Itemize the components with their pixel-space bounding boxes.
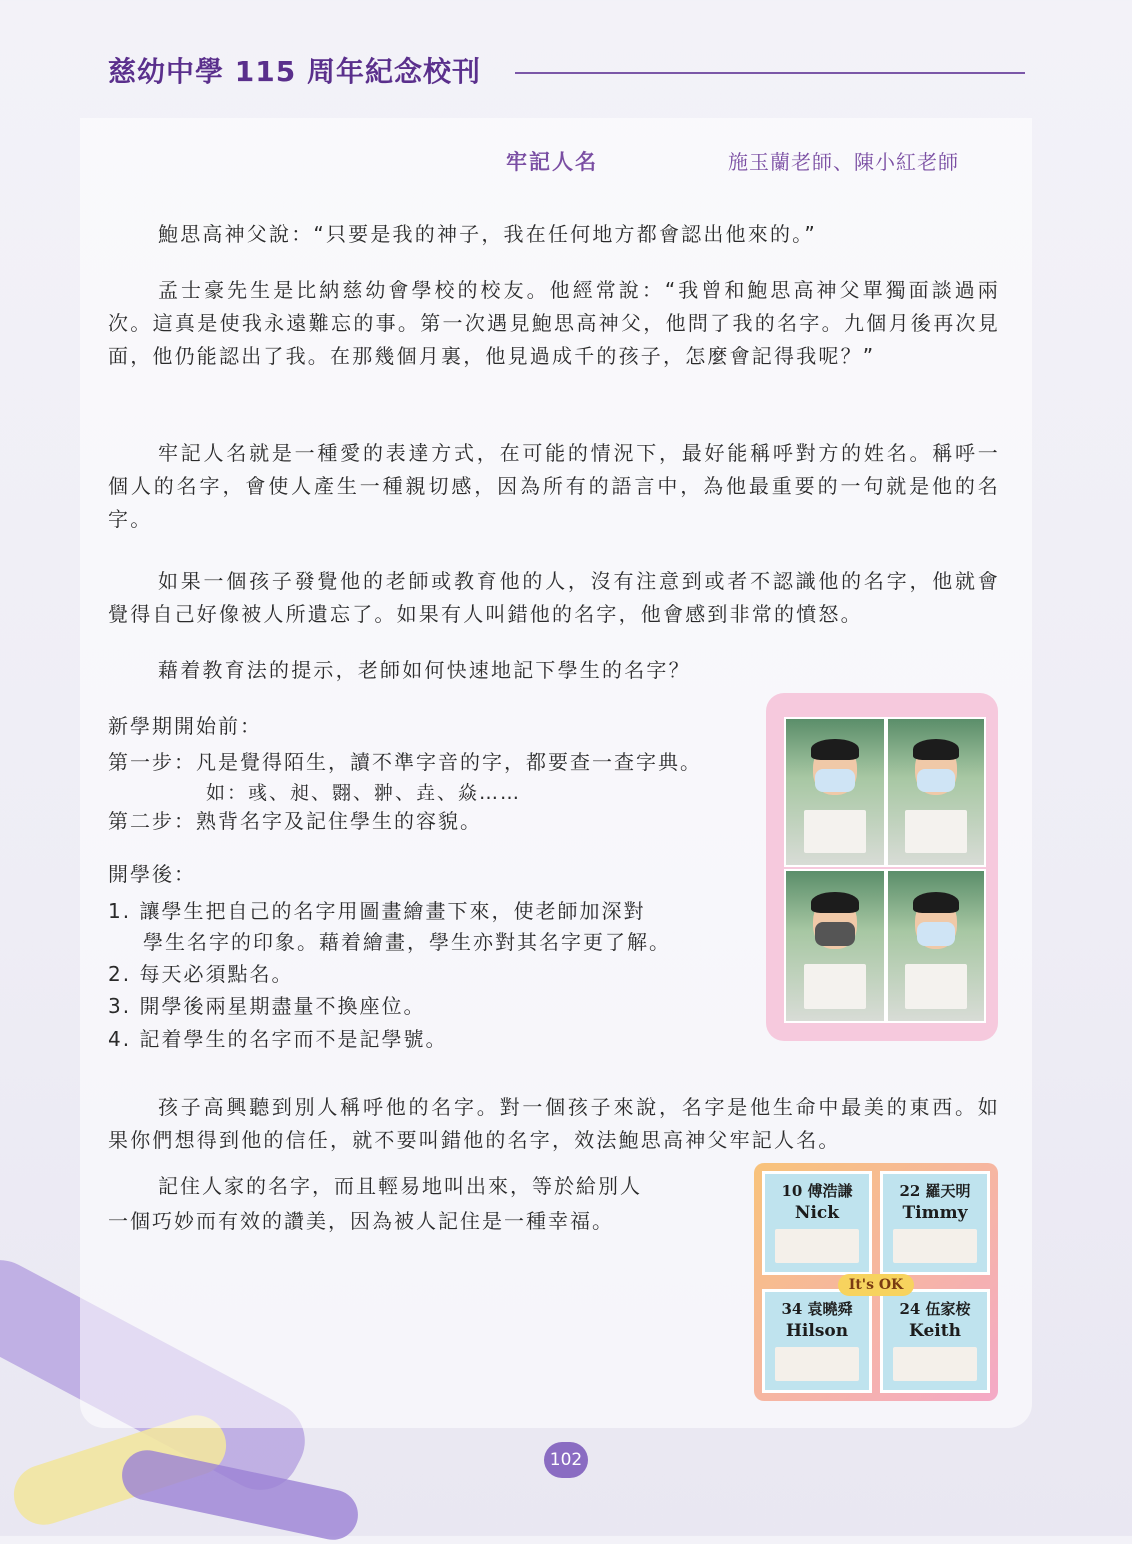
article-title: 牢記人名 — [506, 150, 598, 174]
name-card — [880, 1289, 990, 1393]
student-photo — [886, 717, 986, 867]
paragraph: 孩子高興聽到別人稱呼他的名字。對一個孩子來說，名字是他生命中最美的東西。如果你們想得到他的信任，就不要叫錯他的名字，效法鮑思高神父牢記人名。 — [108, 1095, 1000, 1152]
name-card — [762, 1171, 872, 1275]
step-example: 如：彧、昶、翾、翀、垚、焱…… — [206, 782, 522, 804]
list-item: 學生名字的印象。藉着繪畫，學生亦對其名字更了解。 — [143, 930, 671, 954]
its-ok-badge: It's OK — [838, 1274, 914, 1296]
name-card-english: Nick — [794, 1203, 840, 1223]
name-card-english: Hilson — [785, 1321, 849, 1341]
paragraph: 如果一個孩子發覺他的老師或教育他的人，沒有注意到或者不認識他的名字，他就會覺得自己好像被人所遺忘了。如果有人叫錯他的名字，他會感到非常的憤怒。 — [108, 569, 1000, 626]
name-drawing — [893, 1347, 977, 1381]
list-item: 2. 每天必須點名。 — [108, 962, 294, 986]
student-photo — [784, 869, 886, 1023]
name-card-chinese: 34 袁曉舜 — [781, 1300, 853, 1318]
name-card — [880, 1171, 990, 1275]
header-divider — [515, 72, 1025, 74]
name-card-chinese: 10 傅浩謙 — [781, 1182, 853, 1200]
student-photo-collage — [766, 693, 998, 1041]
section-heading: 開學後： — [108, 862, 196, 886]
name-card-chinese: 24 伍家桉 — [899, 1300, 971, 1318]
article-authors: 施玉蘭老師、陳小紅老師 — [728, 150, 959, 174]
paragraph: 牢記人名就是一種愛的表達方式，在可能的情況下，最好能稱呼對方的姓名。稱呼一個人的名字，會使人產生一種親切感，因為所有的語言中，為他最重要的一句就是他的名字。 — [108, 441, 1000, 531]
paragraph: 鮑思高神父說：“只要是我的神子，我在任何地方都會認出他來的。” — [158, 222, 817, 246]
list-item: 1. 讓學生把自己的名字用圖畫繪畫下來，使老師加深對 — [108, 899, 646, 923]
step-item: 第一步：凡是覺得陌生，讀不準字音的字，都要查一查字典。 — [108, 750, 702, 774]
name-drawing — [893, 1229, 977, 1263]
paragraph: 藉着教育法的提示，老師如何快速地記下學生的名字？ — [158, 658, 691, 682]
paragraph: 孟士豪先生是比納慈幼會學校的校友。他經常說：“我曾和鮑思高神父單獨面談過兩次。這真是使我永遠難忘的事。第一次遇見鮑思高神父，他問了我的名字。九個月後再次見面，他仍能認出了我。在那幾個月裏，他見過成千的孩子，怎麼會記得我呢？” — [108, 278, 1000, 368]
student-photo — [886, 869, 986, 1023]
name-drawing — [775, 1229, 859, 1263]
name-drawing — [775, 1347, 859, 1381]
student-photo — [784, 717, 886, 867]
page-number: 102 — [544, 1442, 588, 1478]
list-item: 3. 開學後兩星期盡量不換座位。 — [108, 994, 426, 1018]
name-card-chinese: 22 羅天明 — [899, 1182, 971, 1200]
publication-title: 慈幼中學 115 周年紀念校刊 — [108, 55, 481, 88]
section-heading: 新學期開始前： — [108, 714, 262, 738]
step-item: 第二步：熟背名字及記住學生的容貌。 — [108, 809, 482, 833]
name-card-english: Timmy — [902, 1203, 968, 1223]
list-item: 4. 記着學生的名字而不是記學號。 — [108, 1027, 448, 1051]
name-card-english: Keith — [909, 1321, 961, 1341]
name-card — [762, 1289, 872, 1393]
paragraph: 一個巧妙而有效的讚美，因為被人記住是一種幸福。 — [108, 1209, 614, 1233]
paragraph: 記住人家的名字，而且輕易地叫出來，等於給別人 — [158, 1174, 642, 1198]
